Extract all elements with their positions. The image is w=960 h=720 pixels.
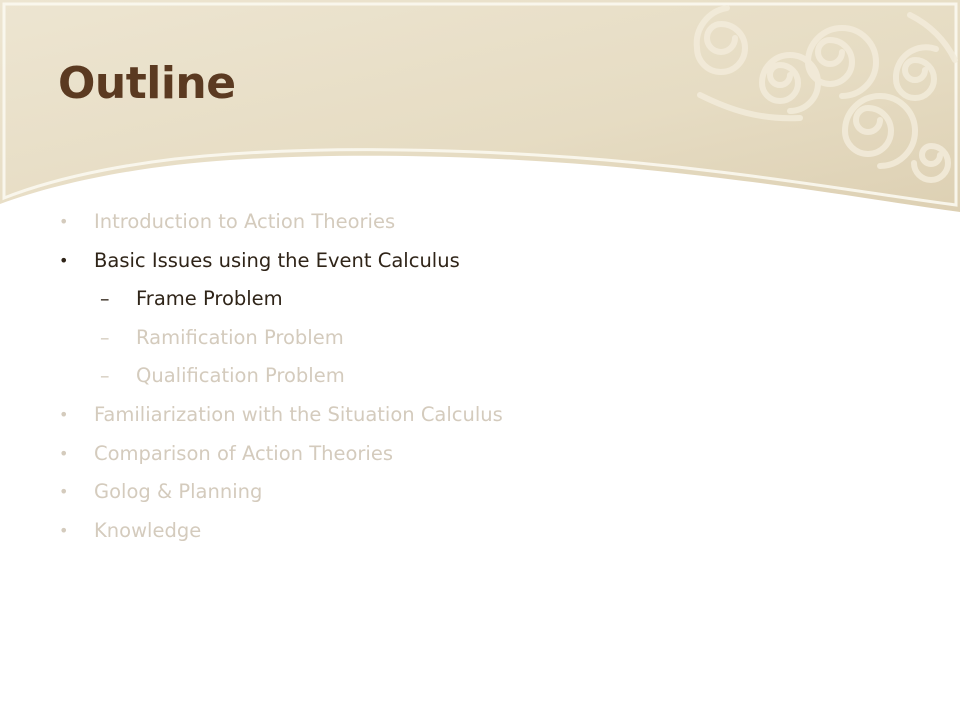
outline-subitem: [58, 322, 503, 361]
outline-item-text: Familiarization with the Situation Calculus: [94, 402, 503, 426]
outline-list: [58, 206, 503, 553]
dash-icon: –: [100, 365, 110, 388]
bullet-icon: •: [59, 212, 69, 231]
outline-item: [58, 206, 503, 245]
outline-item-text: Qualification Problem: [136, 364, 345, 388]
header-banner: [0, 0, 960, 240]
bullet-icon: •: [59, 404, 69, 424]
outline-item-text: Frame Problem: [136, 287, 283, 311]
outline-item-text: Introduction to Action Theories: [94, 210, 396, 233]
dash-icon: –: [100, 288, 110, 311]
outline-item: [58, 399, 503, 438]
outline-item-text: Ramification Problem: [136, 325, 344, 349]
outline-item-text: Knowledge: [94, 518, 202, 542]
outline-item-text: Comparison of Action Theories: [94, 441, 394, 465]
bullet-icon: •: [59, 250, 69, 270]
outline-item: [58, 438, 503, 477]
bullet-icon: •: [59, 482, 69, 502]
slide-title: Outline: [58, 58, 236, 109]
dash-icon: –: [100, 326, 110, 349]
outline-item-text: Basic Issues using the Event Calculus: [94, 248, 460, 272]
outline-subitem: [58, 360, 503, 399]
bullet-icon: •: [59, 520, 69, 540]
outline-item: [58, 515, 503, 554]
outline-item: [58, 245, 503, 284]
outline-item-text: Golog & Planning: [94, 480, 263, 504]
outline-item: [58, 476, 503, 515]
bullet-icon: •: [59, 443, 69, 463]
outline-subitem: [58, 283, 503, 322]
